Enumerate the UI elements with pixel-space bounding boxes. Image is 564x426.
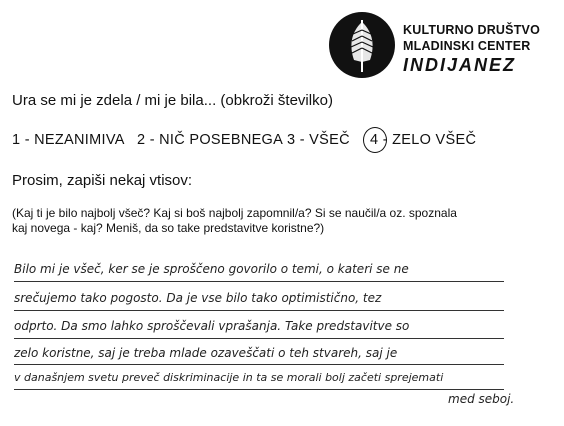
response-line-3: odprto. Da smo lahko sproščevali vprašanja. Take predstavitve so xyxy=(14,319,410,333)
logo-text xyxy=(403,22,540,76)
rating-option-1[interactable]: 1 - NEZANIMIVA xyxy=(12,132,125,148)
writing-line xyxy=(14,310,504,311)
writing-line xyxy=(14,281,504,282)
logo-emblem xyxy=(329,12,395,78)
logo-line-1: KULTURNO DRUŠTVO xyxy=(403,23,540,37)
selected-rating-circle xyxy=(363,127,387,153)
response-line-5: v današnjem svetu preveč diskriminacije in ta se morali bolj začeti sprejemati xyxy=(14,371,444,384)
writing-line xyxy=(14,338,504,339)
logo-line-2: MLADINSKI CENTER xyxy=(403,39,531,53)
rating-option-4[interactable]: 4 - ZELO VŠEČ xyxy=(370,132,477,148)
hint-line-2: kaj novega - kaj? Meniš, da so take predstavitve koristne?) xyxy=(12,221,325,235)
writing-line xyxy=(14,364,504,365)
rating-option-3[interactable]: 3 - VŠEČ xyxy=(287,132,350,148)
response-line-6: med seboj. xyxy=(448,392,515,406)
logo-line-3: INDIJANEZ xyxy=(403,55,517,75)
rating-option-2[interactable]: 2 - NIČ POSEBNEGA xyxy=(137,132,284,148)
hint-line-1: (Kaj ti je bilo najbolj všeč? Kaj si boš najbolj zapomnil/a? Si se naučil/a oz. spoznala xyxy=(12,206,457,220)
rating-question: Ura se mi je zdela / mi je bila... (obkroži številko) xyxy=(12,92,333,109)
response-line-4: zelo koristne, saj je treba mlade ozaveščati o teh stvareh, saj je xyxy=(14,346,398,360)
impressions-hint xyxy=(12,206,457,236)
feather-icon xyxy=(329,12,395,78)
impressions-prompt: Prosim, zapiši nekaj vtisov: xyxy=(12,172,193,189)
response-line-2: srečujemo tako pogosto. Da je vse bilo tako optimistično, tez xyxy=(14,291,382,305)
response-line-1: Bilo mi je všeč, ker se je sproščeno govorilo o temi, o kateri se ne xyxy=(14,262,409,276)
writing-line xyxy=(14,389,504,390)
